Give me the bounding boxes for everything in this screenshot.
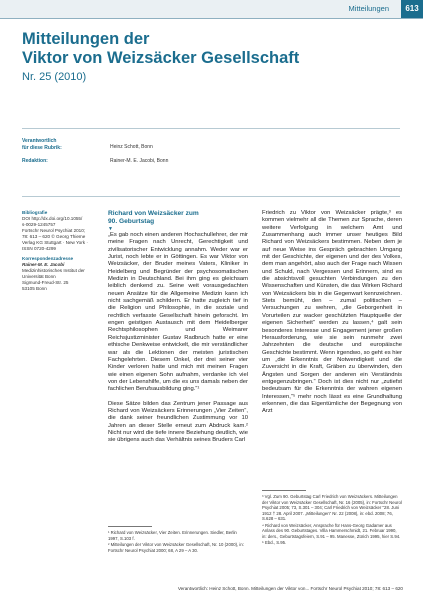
footnote: ³ Vgl. Zum 90. Geburtstag Carl Friedrich von Weizsäckers. Mitteilungen der Viktor von Weizsäcker Gesellschaft, Nr. 16 (2005), in: Fortschr Neurol Psychiat 2005; 73, S.301 – 304; Carl Friedrich von Weizsäcker "28. Juni 1912 † 28. April 2007. „Mitteilungen“ Nr. 22 (2008), in: ebd. 2008; 76, S.628 – 631. bbox=[262, 494, 402, 521]
footnote: ⁵ Ebd., S.95. bbox=[262, 540, 287, 545]
header-divider bbox=[0, 18, 423, 19]
title-line-1: Mitteilungen der bbox=[22, 30, 150, 48]
bibliography-line: s-0029-1245757 bbox=[22, 222, 56, 227]
bibliography-line: ISSN 0720-4299 bbox=[22, 246, 56, 251]
bibliography-line: DOI http://dx.doi.org/10.1055/ bbox=[22, 216, 83, 221]
bibliography-line: Fortschr Neurol Psychiat 2010; bbox=[22, 228, 86, 233]
article-column-1 bbox=[108, 210, 248, 445]
issue-number: Nr. 25 (2010) bbox=[22, 71, 87, 83]
correspondence-line: Sigmund-Freud-Str. 25 bbox=[22, 280, 69, 285]
page-title bbox=[22, 30, 392, 68]
footnotes-column-1 bbox=[108, 530, 248, 554]
responsible-label-line-1: Verantwortlich bbox=[22, 138, 57, 144]
section-label: Mitteilungen bbox=[348, 4, 389, 13]
article-paragraph: Friedrich zu Viktor von Weizsäcker prägte,³ es kommen vielmehr all die Themen zur Sprache, deren weitere Verfolgung in welchem Amt und Zusammenhang auch immer unser heutiges Bild Richard von Weizsäckers bestimmen. Neben dem je auf neue Weise ins Gespräch gebrachten Umgang mit der Geschichte, der eigenen und der des Volkes, dem man angehört, also auch der Frage nach Wissen und Schuld, nach Vergessen und Erinnern, sind es die absichtsvoll gesuchten Verbindungen zu den Wissenschaften und Künsten, die das Wirken Richard von Weizsäckers bis in die Gegenwart kennzeichnen. Stets bemüht, den – zumal politischen – Versuchungen zu wehren, „die Geborgenheit in Vorurteilen zur wacker geschützten Hauptquelle der eigenen Sicherheit“ werden zu lassen,⁴ galt sein besonderes Interesse und Engagement jener großen Herausforderung, wie sie sein nunmehr zwei Jahrzehnten die deutsche und europäische Geschichte bestimmt. Wenn irgendwo, so geht es hier um „die Erkenntnis der Notwendigkeit und die Zuversicht in die Kraft, Gräben zu überwinden, den Ängsten und Sorgen der anderen ein Verständnis entgegenzubringen.“ Doch ist dies nicht nur „zutiefst bedeutsam für die Erkenntnis der wahren eigenen Interessen,“⁵ mehr noch lässt es eine Grundhaltung erkennen, die das Eigentümliche der Begegnung von Arzt bbox=[262, 210, 402, 415]
responsible-value: Heinz Schott, Bonn bbox=[110, 144, 153, 150]
article-title bbox=[108, 210, 248, 226]
footnote: ² Mitteilungen der Viktor von Weizsäcker Gesellschaft, Nr. 10 (2000), in: Fortschr Neurol Psychiat 2000; 68, A 29 – A 30. bbox=[108, 542, 244, 553]
article-paragraph: „Es gab noch einen anderen Hochschullehrer, der mir meine Fragen nach Unrecht, Gerechtigkeit und zivilisatorischer Entwicklung annahm. Weder war er Jurist, noch lebte er in Göttingen. Es war Viktor von Weizsäcker, der Bruder meines Vaters, Kliniker in Heidelberg und Begründer der psychosomatischen Medizin in Deutschland. Bei ihm ging es gleichsam leiblich denkend zu. Seine weit vorausgedachten neuen Ansätze für die Allgemeine Medizin kann ich nicht sachgemäß schildern. Er hatte zugleich tief in die Religion und Philosophie, in die soziale und rechtlich verfasste Gesellschaft hinein geforscht. Im engen geistigen Austausch mit dem Heidelberger Rechtsphilosophen und Weimarer Reichsjustizminister Gustav Radbruch hatte er eine ethische Denkweise entwickelt, die mir verständlicher war als die Lektionen der meisten juristischen Fachgelehrten. Diesem Onkel, der drei seiner vier Kinder verloren hatte und mich mit meinen Fragen wie einen eigenen Sohn aufnahm, verdanke ich viel von der Lebenshilfe, um die es uns damals neben der fachlichen Berufsausbildung ging.“¹ bbox=[108, 232, 248, 393]
editor-value: Rainer-M. E. Jacobi, Bonn bbox=[110, 158, 169, 164]
footnote: ¹ Richard von Weizsäcker, Vier Zeiten. Erinnerungen. Siedler, Berlin 1997, S.103 f. bbox=[108, 530, 237, 541]
responsible-label-line-2: für diese Rubrik: bbox=[22, 144, 62, 151]
footnotes-column-2 bbox=[262, 494, 402, 547]
correspondence-heading: Korrespondenzadresse bbox=[22, 256, 74, 261]
footnote: ⁴ Richard von Weizsäcker, Ansprache für Hans-Georg Gadamer aus Anlass des 90. Geburtstages. Villa Hammerschmidt, 21. Februar 1990, in: ders., Geburtstagsfeiern, S.91 – 95. Manesse, Zürich 1995, hier S.94. bbox=[262, 522, 401, 539]
meta-rule-top bbox=[22, 128, 400, 129]
sidebar bbox=[22, 210, 102, 292]
responsible-label bbox=[22, 138, 62, 151]
correspondence-line: 53105 Bonn bbox=[22, 286, 47, 291]
correspondence-line: Medizinhistorisches Institut der bbox=[22, 268, 85, 273]
footnote-rule bbox=[108, 526, 152, 527]
article-title-line-2: 90. Geburtstag bbox=[108, 218, 155, 225]
bibliography-line: 78: 613 – 620 © Georg Thieme bbox=[22, 234, 86, 239]
article-title-line-1: Richard von Weizsäcker zum bbox=[108, 210, 199, 217]
page-footer: Verantwortlich: Heinz Schott, Bonn. Mitteilungen der Viktor von... Fortschr Neurol Psychiat 2010; 78: 613 – 620 bbox=[177, 586, 403, 591]
page-number: 613 bbox=[401, 0, 423, 18]
title-line-2: Viktor von Weizsäcker Gesellschaft bbox=[22, 49, 300, 67]
footnote-rule bbox=[262, 490, 306, 491]
bibliography-line: Verlag KG Stuttgart · New York · bbox=[22, 240, 88, 245]
bibliography-heading: Bibliografie bbox=[22, 210, 48, 215]
article-paragraph: Diese Sätze bilden das Zentrum jener Passage aus Richard von Weizsäckers Erinnerungen „Vier Zeiten“, die dank seiner freundlichen Zustimmung vor 10 Jahren an dieser Stelle erneut zum Abdruck kam.² Nicht nur wird die tiefe innere Beziehung deutlich, wie sie übrigens auch das Verhältnis seines Bruders Carl bbox=[108, 400, 248, 444]
correspondence-name: Rainer-M. E. Jacobi bbox=[22, 262, 65, 267]
correspondence-line: Universität Bonn bbox=[22, 274, 56, 279]
editor-label: Redaktion: bbox=[22, 158, 48, 164]
article-column-2 bbox=[262, 210, 402, 416]
arrow-down-icon: ▼ bbox=[108, 226, 113, 232]
meta-rule-bottom bbox=[22, 196, 400, 197]
